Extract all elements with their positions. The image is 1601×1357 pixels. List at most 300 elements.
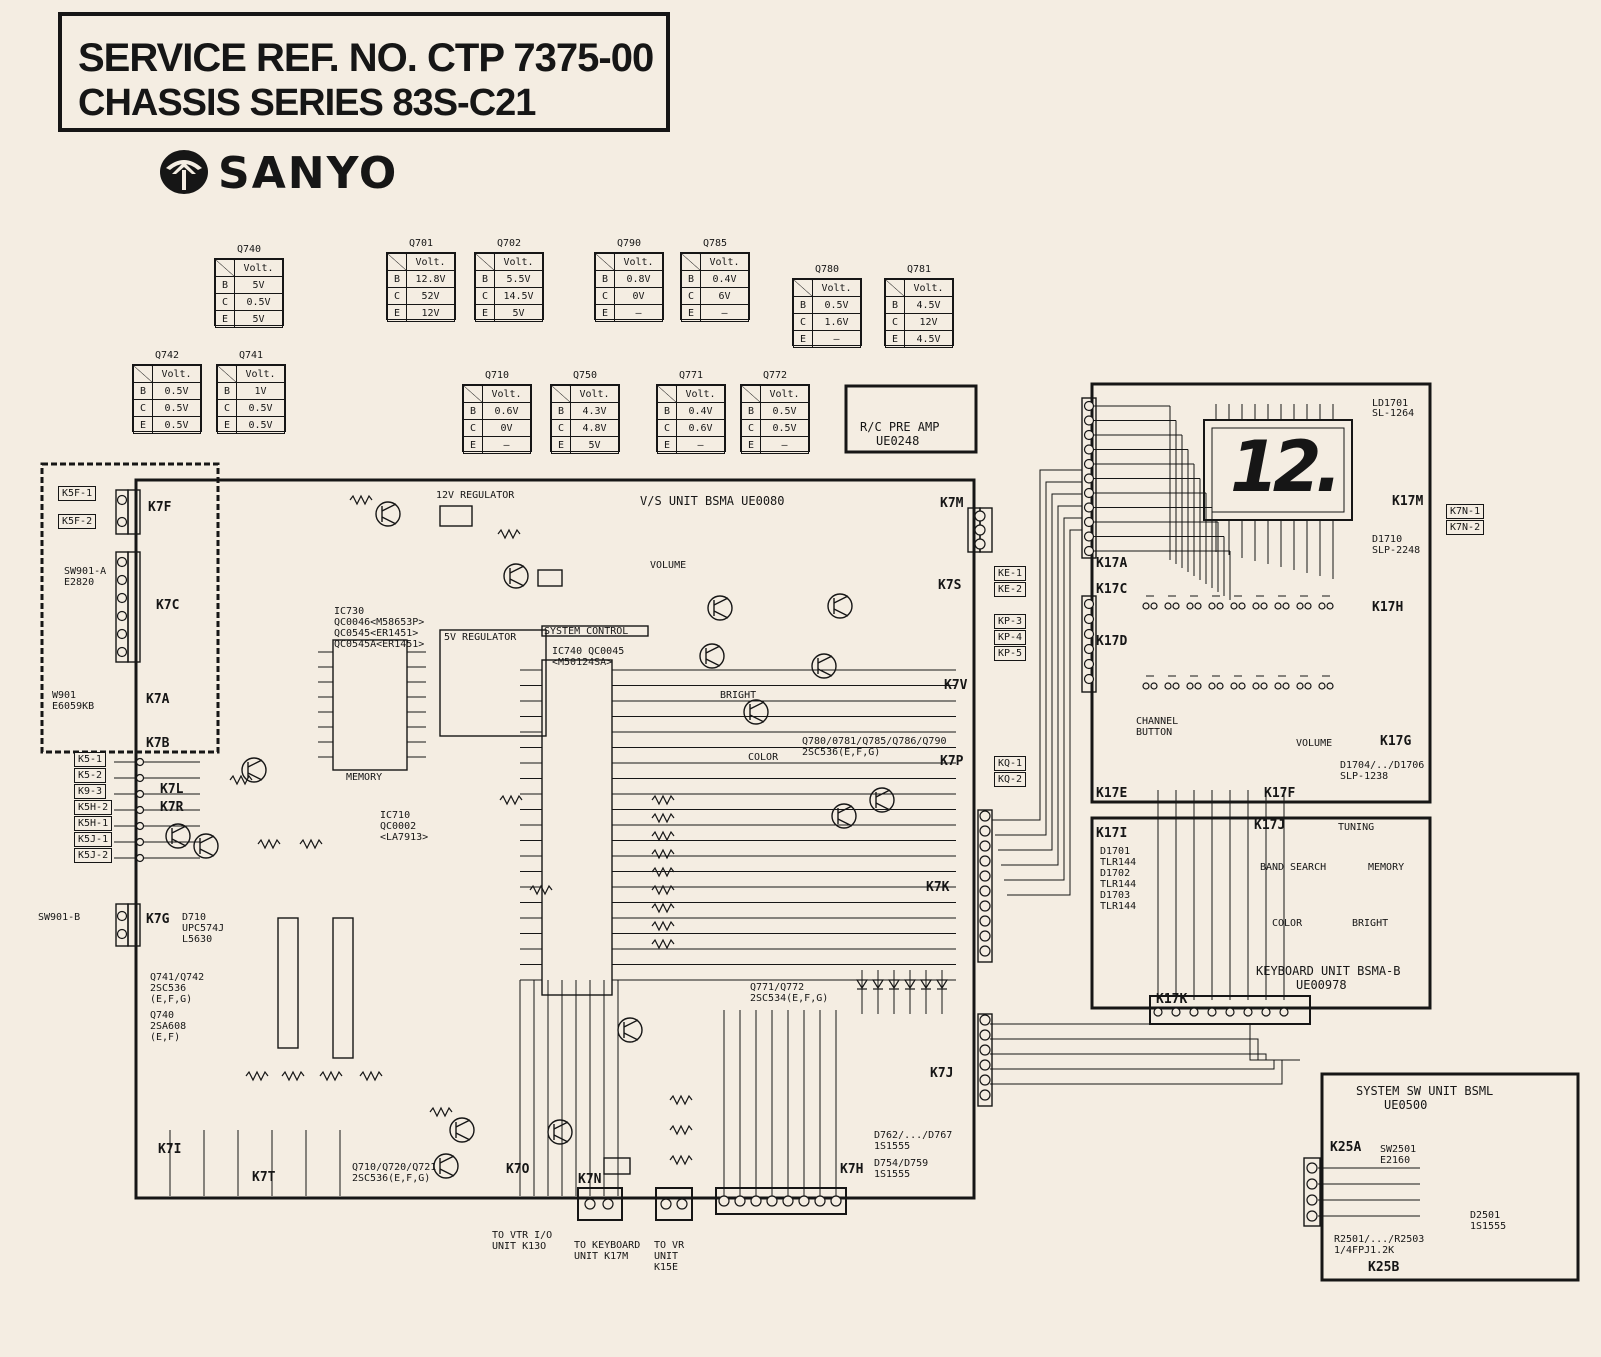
volt-value: – bbox=[615, 305, 663, 322]
transistor-collector bbox=[818, 656, 832, 663]
volt-value: 0V bbox=[615, 288, 663, 305]
volt-header: Volt. bbox=[615, 254, 663, 271]
trans-note-3: Q771/Q772 2SC534(E,F,G) bbox=[750, 982, 829, 1004]
connector-k5f-1: K5F-1 bbox=[58, 486, 96, 501]
transistor-symbol bbox=[832, 804, 856, 828]
volt-header: Volt. bbox=[677, 386, 725, 403]
voltage-table-title: Q740 bbox=[236, 244, 262, 255]
resistor-symbol bbox=[652, 904, 674, 912]
search-label: SEARCH bbox=[1290, 862, 1327, 873]
connector-pin bbox=[799, 1196, 809, 1206]
voltage-table-title: Q741 bbox=[238, 350, 264, 361]
connector-kq-2: KQ-2 bbox=[994, 772, 1026, 787]
volt-value: – bbox=[483, 437, 531, 454]
pin-label: E bbox=[388, 305, 407, 322]
pin-label: C bbox=[216, 294, 235, 311]
pin-label: B bbox=[388, 271, 407, 288]
connector-pin bbox=[585, 1199, 595, 1209]
connector-pin bbox=[1085, 660, 1094, 669]
connector-k7n-1: K7N-1 bbox=[1446, 504, 1484, 519]
connector-pin bbox=[1085, 402, 1094, 411]
connector-pin bbox=[1262, 1008, 1270, 1016]
switch-contact bbox=[1173, 603, 1179, 609]
resistor-symbol bbox=[652, 832, 674, 840]
connector-pin bbox=[767, 1196, 777, 1206]
connector-pin bbox=[677, 1199, 687, 1209]
volt-value: – bbox=[677, 437, 725, 454]
switch-contact bbox=[1195, 683, 1201, 689]
transistor-symbol bbox=[812, 654, 836, 678]
volt-value: 0.5V bbox=[237, 417, 285, 434]
pin-label: C bbox=[658, 420, 677, 437]
pin-label: E bbox=[216, 311, 235, 328]
ref-k25b: K25B bbox=[1368, 1260, 1400, 1275]
transistor-symbol bbox=[700, 644, 724, 668]
connector-pin bbox=[118, 558, 127, 567]
connector-k9-3: K9-3 bbox=[74, 784, 106, 799]
volt-value: 0.5V bbox=[235, 294, 283, 311]
switch-contact bbox=[1151, 683, 1157, 689]
d1704-label: D1704/../D1706 SLP-1238 bbox=[1340, 760, 1425, 782]
keyboard-unit-ref: UE00978 bbox=[1296, 978, 1347, 992]
switch-contact bbox=[1239, 683, 1245, 689]
transistor-emitter bbox=[510, 579, 524, 586]
volt-value: 5V bbox=[235, 277, 283, 294]
switch-contact bbox=[1261, 683, 1267, 689]
pin-label: E bbox=[886, 331, 905, 348]
trans-note-4: Q780/0781/Q785/Q786/Q790 2SC536(E,F,G) bbox=[802, 736, 947, 758]
voltage-table-title: Q785 bbox=[702, 238, 728, 249]
switch-contact bbox=[1253, 603, 1259, 609]
volt-header: Volt. bbox=[701, 254, 749, 271]
pin-label: B bbox=[134, 383, 153, 400]
pin-label: C bbox=[388, 288, 407, 305]
ref-k7c: K7C bbox=[156, 598, 180, 613]
switch-contact bbox=[1319, 603, 1325, 609]
resistor-symbol bbox=[246, 1072, 268, 1080]
ref-k17c: K17C bbox=[1096, 582, 1128, 597]
rc-preamp-ref: UE0248 bbox=[876, 434, 920, 448]
volt-header: Volt. bbox=[495, 254, 543, 271]
volt-value: 0.5V bbox=[153, 417, 201, 434]
voltage-table-title: Q750 bbox=[572, 370, 598, 381]
resistor-symbol bbox=[320, 1072, 342, 1080]
connector-pin bbox=[1085, 615, 1094, 624]
voltage-table-title: Q771 bbox=[678, 370, 704, 381]
connector-pin bbox=[980, 1030, 990, 1040]
volt-value: 0.6V bbox=[483, 403, 531, 420]
ref-k17e: K17E bbox=[1096, 786, 1128, 801]
switch-contact bbox=[1143, 603, 1149, 609]
pin-label: C bbox=[682, 288, 701, 305]
syscontrol-label: SYSTEM CONTROL bbox=[544, 626, 629, 637]
voltage-table-title: Q780 bbox=[814, 264, 840, 275]
volt-value: 5V bbox=[495, 305, 543, 322]
connector-pin bbox=[118, 518, 127, 527]
connector-pin bbox=[1307, 1195, 1317, 1205]
volume-box-label: VOLUME bbox=[650, 560, 687, 571]
pin-label: E bbox=[552, 437, 571, 454]
connector-pin bbox=[1085, 547, 1094, 556]
resistor-symbol bbox=[282, 1072, 304, 1080]
reg12-label: 12V REGULATOR bbox=[436, 490, 515, 501]
ref-k7o: K7O bbox=[506, 1162, 530, 1177]
connector-pin bbox=[975, 525, 985, 535]
volt-value: 4.8V bbox=[571, 420, 619, 437]
volt-value: 0.4V bbox=[677, 403, 725, 420]
switch-contact bbox=[1275, 603, 1281, 609]
transistor-collector bbox=[554, 1122, 568, 1129]
connector-pin bbox=[118, 594, 127, 603]
switch-contact bbox=[1275, 683, 1281, 689]
switch-contact bbox=[1151, 603, 1157, 609]
brand-name: SANYO bbox=[218, 148, 399, 199]
volt-value: 5.5V bbox=[495, 271, 543, 288]
pin-label: C bbox=[596, 288, 615, 305]
connector-pin bbox=[1085, 474, 1094, 483]
transistor-symbol bbox=[166, 824, 190, 848]
volt-header: Volt. bbox=[905, 280, 953, 297]
transistor-symbol bbox=[504, 564, 528, 588]
connector-pin bbox=[1085, 600, 1094, 609]
connector-k5f-2: K5F-2 bbox=[58, 514, 96, 529]
pin-label: E bbox=[218, 417, 237, 434]
d1701-label: D1701 TLR144 D1702 TLR144 D1703 TLR144 bbox=[1100, 846, 1137, 912]
connector-k5h-1: K5H-1 bbox=[74, 816, 112, 831]
switch-contact bbox=[1297, 683, 1303, 689]
connector-pin bbox=[980, 826, 990, 836]
volt-value: 0.5V bbox=[153, 400, 201, 417]
channel-button-label: CHANNEL BUTTON bbox=[1136, 716, 1179, 738]
ref-k7v: K7V bbox=[944, 678, 968, 693]
volt-header: Volt. bbox=[813, 280, 861, 297]
voltage-table-title: Q772 bbox=[762, 370, 788, 381]
transistor-symbol bbox=[450, 1118, 474, 1142]
pin-label: B bbox=[682, 271, 701, 288]
connector-pin bbox=[137, 807, 144, 814]
ref-k7s: K7S bbox=[938, 578, 962, 593]
connector-k5-2: K5-2 bbox=[74, 768, 106, 783]
switch-contact bbox=[1297, 603, 1303, 609]
trans-note-1: Q741/Q742 2SC536 (E,F,G) bbox=[150, 972, 205, 1005]
volt-value: 0.4V bbox=[701, 271, 749, 288]
w901-label: W901 E6059KB bbox=[52, 690, 95, 712]
transistor-emitter bbox=[624, 1033, 638, 1040]
to-keyboard-label: TO KEYBOARD UNIT K17M bbox=[574, 1240, 641, 1262]
volume-switch-label: VOLUME bbox=[1296, 738, 1333, 749]
transistor-collector bbox=[172, 826, 186, 833]
connector-k5j-1: K5J-1 bbox=[74, 832, 112, 847]
resistor-symbol bbox=[350, 496, 372, 504]
transistor-symbol bbox=[194, 834, 218, 858]
switch-contact bbox=[1283, 603, 1289, 609]
connector-ke-1: KE-1 bbox=[994, 566, 1026, 581]
ref-k7i: K7I bbox=[158, 1142, 182, 1157]
connector-pin bbox=[137, 839, 144, 846]
volt-value: 0.5V bbox=[153, 383, 201, 400]
d2501-label: D2501 1S1555 bbox=[1470, 1210, 1507, 1232]
d1710-label: D1710 SLP-2248 bbox=[1372, 534, 1421, 556]
connector-pin bbox=[980, 886, 990, 896]
volt-value: 4.5V bbox=[905, 297, 953, 314]
transistor-symbol bbox=[376, 502, 400, 526]
switch-contact bbox=[1327, 603, 1333, 609]
transistor-emitter bbox=[714, 611, 728, 618]
connector-pin bbox=[831, 1196, 841, 1206]
pin-label: C bbox=[218, 400, 237, 417]
pin-label: C bbox=[886, 314, 905, 331]
connector-pin bbox=[1190, 1008, 1198, 1016]
switch-contact bbox=[1187, 603, 1193, 609]
ic710-label: IC710 QC0002 <LA7913> bbox=[380, 810, 429, 843]
resistor-symbol bbox=[530, 886, 552, 894]
resistor-symbol bbox=[652, 814, 674, 822]
transistor-symbol bbox=[708, 596, 732, 620]
connector-kp-3: KP-3 bbox=[994, 614, 1026, 629]
volt-value: 52V bbox=[407, 288, 455, 305]
connector-k5-1: K5-1 bbox=[74, 752, 106, 767]
volt-header: Volt. bbox=[153, 366, 201, 383]
ld1701-part: SL-1264 bbox=[1372, 408, 1415, 419]
resistor-symbol bbox=[360, 1072, 382, 1080]
switch-contact bbox=[1261, 603, 1267, 609]
connector-pin bbox=[719, 1196, 729, 1206]
connector-pin bbox=[980, 856, 990, 866]
ref-k17k: K17K bbox=[1156, 992, 1188, 1007]
transistor-symbol bbox=[618, 1018, 642, 1042]
pin-label: B bbox=[476, 271, 495, 288]
connector-pin bbox=[1085, 630, 1094, 639]
pin-label: E bbox=[794, 331, 813, 348]
volt-value: – bbox=[701, 305, 749, 322]
ld1701-label: LD1701 bbox=[1372, 398, 1409, 409]
led-display-digits: 12. bbox=[1230, 426, 1337, 508]
voltage-table-title: Q701 bbox=[408, 238, 434, 249]
volt-value: 4.3V bbox=[571, 403, 619, 420]
transistor-collector bbox=[382, 504, 396, 511]
ref-k7n: K7N bbox=[578, 1172, 602, 1187]
volt-value: 12.8V bbox=[407, 271, 455, 288]
ref-k7m: K7M bbox=[940, 496, 964, 511]
transistor-emitter bbox=[200, 849, 214, 856]
connector-pin bbox=[1154, 1008, 1162, 1016]
pin-label: E bbox=[742, 437, 761, 454]
resistor-symbol bbox=[300, 840, 322, 848]
transistor-emitter bbox=[382, 517, 396, 524]
cable-run bbox=[990, 1024, 1300, 1060]
connector-pin bbox=[1280, 1008, 1288, 1016]
connector-pin bbox=[980, 1090, 990, 1100]
switch-contact bbox=[1231, 683, 1237, 689]
cable-run bbox=[990, 1060, 1300, 1084]
resistor-symbol bbox=[652, 940, 674, 948]
switch-contact bbox=[1209, 683, 1215, 689]
memory-label: MEMORY bbox=[346, 772, 383, 783]
transistor-emitter bbox=[456, 1133, 470, 1140]
volt-value: 0V bbox=[483, 420, 531, 437]
connector-pin bbox=[137, 791, 144, 798]
color-box-label: COLOR bbox=[748, 752, 779, 763]
volt-header: Volt. bbox=[761, 386, 809, 403]
keyboard-unit-label: KEYBOARD UNIT BSMA-B bbox=[1256, 964, 1401, 978]
connector-pin bbox=[1085, 445, 1094, 454]
ref-k7k: K7K bbox=[926, 880, 950, 895]
transistor-collector bbox=[456, 1120, 470, 1127]
ref-k17g: K17G bbox=[1380, 734, 1412, 749]
sw2501-label: SW2501 E2160 bbox=[1380, 1144, 1417, 1166]
volt-value: 14.5V bbox=[495, 288, 543, 305]
volt-value: – bbox=[761, 437, 809, 454]
connector-pin bbox=[1085, 532, 1094, 541]
connector-pin bbox=[980, 901, 990, 911]
connector-pin bbox=[975, 539, 985, 549]
switch-contact bbox=[1305, 603, 1311, 609]
volt-value: 5V bbox=[235, 311, 283, 328]
band-label: BAND bbox=[1260, 862, 1285, 873]
transistor-collector bbox=[510, 566, 524, 573]
volt-value: – bbox=[813, 331, 861, 348]
connector-pin bbox=[980, 841, 990, 851]
switch-contact bbox=[1239, 603, 1245, 609]
connector-pin bbox=[980, 1075, 990, 1085]
ref-k17a: K17A bbox=[1096, 556, 1128, 571]
connector-kp-5: KP-5 bbox=[994, 646, 1026, 661]
system-sw-ref: UE0500 bbox=[1384, 1098, 1428, 1112]
voltage-table-title: Q790 bbox=[616, 238, 642, 249]
pin-label: B bbox=[552, 403, 571, 420]
ref-k7b: K7B bbox=[146, 736, 170, 751]
connector-pin bbox=[603, 1199, 613, 1209]
sw901a-label: SW901-A E2820 bbox=[64, 566, 107, 588]
connector-pin bbox=[980, 1060, 990, 1070]
connector-pin bbox=[118, 912, 127, 921]
cable-run bbox=[990, 1054, 1300, 1060]
ref-k17f: K17F bbox=[1264, 786, 1296, 801]
volt-header: Volt. bbox=[407, 254, 455, 271]
connector-pin bbox=[1226, 1008, 1234, 1016]
to-vr-label: TO VR UNIT K15E bbox=[654, 1240, 685, 1273]
pin-label: B bbox=[596, 271, 615, 288]
pin-label: B bbox=[464, 403, 483, 420]
color-button-label: COLOR bbox=[1272, 918, 1303, 929]
transistor-collector bbox=[200, 836, 214, 843]
memory-button-label: MEMORY bbox=[1368, 862, 1405, 873]
connector-pin bbox=[1208, 1008, 1216, 1016]
reg5-label: 5V REGULATOR bbox=[444, 632, 517, 643]
connector-pin bbox=[1307, 1179, 1317, 1189]
connector-kq-1: KQ-1 bbox=[994, 756, 1026, 771]
ref-k17h: K17H bbox=[1372, 600, 1404, 615]
pin-label: E bbox=[682, 305, 701, 322]
switch-contact bbox=[1231, 603, 1237, 609]
ref-k7h: K7H bbox=[840, 1162, 864, 1177]
pin-label: E bbox=[134, 417, 153, 434]
switch-contact bbox=[1217, 683, 1223, 689]
d710-label: D710 UPC574J L5630 bbox=[182, 912, 225, 945]
volt-value: 4.5V bbox=[905, 331, 953, 348]
volt-value: 0.5V bbox=[813, 297, 861, 314]
resistor-symbol bbox=[652, 886, 674, 894]
volt-value: 0.5V bbox=[761, 420, 809, 437]
transistor-collector bbox=[750, 702, 764, 709]
resistor-symbol bbox=[498, 530, 520, 538]
connector-pin bbox=[980, 1015, 990, 1025]
pin-label: E bbox=[658, 437, 677, 454]
connector-pin bbox=[1085, 503, 1094, 512]
sw901b-label: SW901-B bbox=[38, 912, 81, 923]
connector-pin bbox=[1085, 460, 1094, 469]
switch-contact bbox=[1165, 683, 1171, 689]
ref-k7g: K7G bbox=[146, 912, 170, 927]
connector-pin bbox=[661, 1199, 671, 1209]
connector-pin bbox=[118, 496, 127, 505]
connector-pin bbox=[1085, 645, 1094, 654]
connector-pin bbox=[1307, 1163, 1317, 1173]
resistor-symbol bbox=[652, 796, 674, 804]
pin-label: C bbox=[134, 400, 153, 417]
resistor-symbol bbox=[670, 1126, 692, 1134]
ref-k7a: K7A bbox=[146, 692, 170, 707]
tuning-label: TUNING bbox=[1338, 822, 1375, 833]
transistor-collector bbox=[834, 596, 848, 603]
connector-pin bbox=[815, 1196, 825, 1206]
resistor-symbol bbox=[258, 840, 280, 848]
connector-pin bbox=[137, 823, 144, 830]
resistor-symbol bbox=[652, 922, 674, 930]
transistor-collector bbox=[248, 760, 262, 767]
pin-label: C bbox=[552, 420, 571, 437]
transistor-collector bbox=[714, 598, 728, 605]
switch-contact bbox=[1143, 683, 1149, 689]
connector-pin bbox=[118, 576, 127, 585]
pin-label: C bbox=[464, 420, 483, 437]
trans-note-2: Q740 2SA608 (E,F) bbox=[150, 1010, 187, 1043]
resistor-symbol bbox=[670, 1096, 692, 1104]
connector-pin bbox=[1085, 675, 1094, 684]
transistor-symbol bbox=[744, 700, 768, 724]
transistor-symbol bbox=[870, 788, 894, 812]
ref-k17d: K17D bbox=[1096, 634, 1128, 649]
pin-label: C bbox=[476, 288, 495, 305]
bright-box-label: BRIGHT bbox=[720, 690, 757, 701]
connector-pin bbox=[1085, 431, 1094, 440]
voltage-table-title: Q702 bbox=[496, 238, 522, 249]
volt-value: 6V bbox=[701, 288, 749, 305]
connector-pin bbox=[980, 811, 990, 821]
service-ref-title: SERVICE REF. NO. CTP 7375-00 bbox=[78, 36, 654, 80]
transistor-symbol bbox=[828, 594, 852, 618]
connector-pin bbox=[783, 1196, 793, 1206]
connector-pin bbox=[1307, 1211, 1317, 1221]
connector-ke-2: KE-2 bbox=[994, 582, 1026, 597]
connector-pin bbox=[118, 930, 127, 939]
switch-contact bbox=[1327, 683, 1333, 689]
volt-value: 0.5V bbox=[761, 403, 809, 420]
volt-value: 12V bbox=[407, 305, 455, 322]
transistor-emitter bbox=[706, 659, 720, 666]
diode-note-2: D754/D759 1S1555 bbox=[874, 1158, 929, 1180]
transistor-symbol bbox=[242, 758, 266, 782]
pin-label: B bbox=[658, 403, 677, 420]
to-vtr-label: TO VTR I/O UNIT K13O bbox=[492, 1230, 553, 1252]
voltage-table-title: Q710 bbox=[484, 370, 510, 381]
transistor-emitter bbox=[834, 609, 848, 616]
switch-contact bbox=[1173, 683, 1179, 689]
chassis-series-title: CHASSIS SERIES 83S-C21 bbox=[78, 82, 536, 124]
transistor-symbol bbox=[548, 1120, 572, 1144]
resistor-symbol bbox=[670, 1156, 692, 1164]
connector-pin bbox=[1085, 489, 1094, 498]
